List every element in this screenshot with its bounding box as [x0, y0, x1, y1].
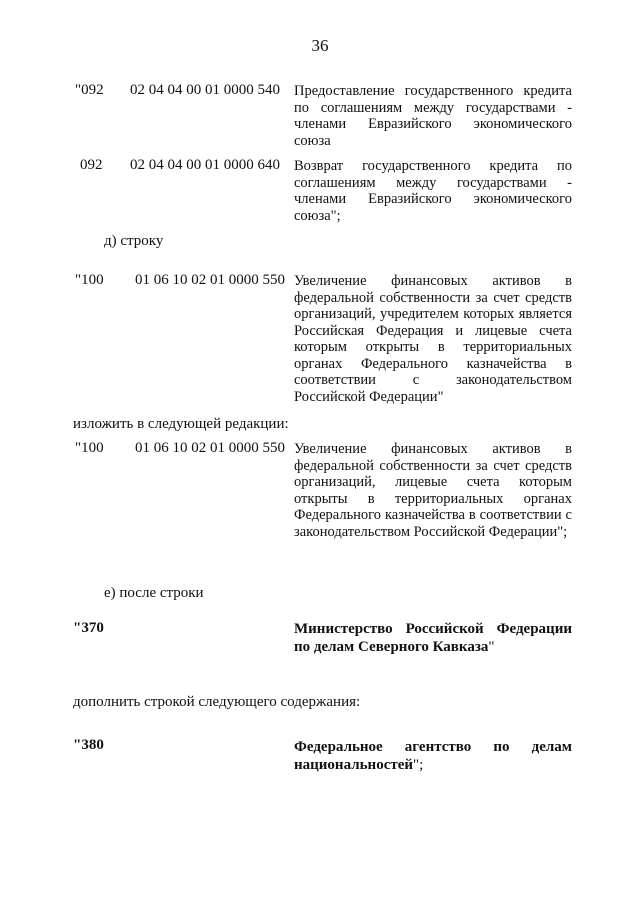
row-kbk: 02 04 04 00 01 0000 540 [130, 82, 280, 98]
row-description: Увеличение финансовых активов в федеральной собственности за счет средств организаций, лицевые счета которым открыты в территориальных органах Федерального казначейства в соответствии с законодательством Российской Федерации"; [294, 441, 572, 540]
restate-line: изложить в следующей редакции: [73, 416, 289, 432]
agency-suffix: "; [413, 757, 424, 773]
page-number: 36 [311, 36, 329, 55]
row-code: "100 [75, 440, 104, 456]
row-description: Возврат государственного кредита по соглашениям между государствами - членами Евразийского экономического союза"; [294, 158, 572, 224]
row-description: Увеличение финансовых активов в федеральной собственности за счет средств организаций, учредителем которых является Российская Федерация и лицевые счета которым открыты в территориальных органах Федерального казначейства в соответствии с законодательством Российской Федерации" [294, 273, 572, 405]
row-code: "100 [75, 272, 104, 288]
row-kbk: 01 06 10 02 01 0000 550 [135, 440, 285, 456]
e-after-line: е) после строки [104, 585, 204, 601]
agency-code: "370 [73, 620, 104, 636]
row-description: Предоставление государственного кредита по соглашениям между государствами - членами Евразийского экономического союза [294, 83, 572, 149]
supplement-line: дополнить строкой следующего содержания: [73, 694, 361, 710]
agency-name: Министерство Российской Федерации по делам Северного Кавказа [294, 621, 572, 655]
agency-code: "380 [73, 737, 104, 753]
row-kbk: 02 04 04 00 01 0000 640 [130, 157, 280, 173]
d-line: д) строку [104, 233, 164, 249]
agency-suffix: " [488, 639, 495, 655]
row-code: "092 [75, 82, 104, 98]
row-code: 092 [80, 157, 103, 173]
agency-name: Федеральное агентство по делам национальностей [294, 739, 572, 773]
row-kbk: 01 06 10 02 01 0000 550 [135, 272, 285, 288]
